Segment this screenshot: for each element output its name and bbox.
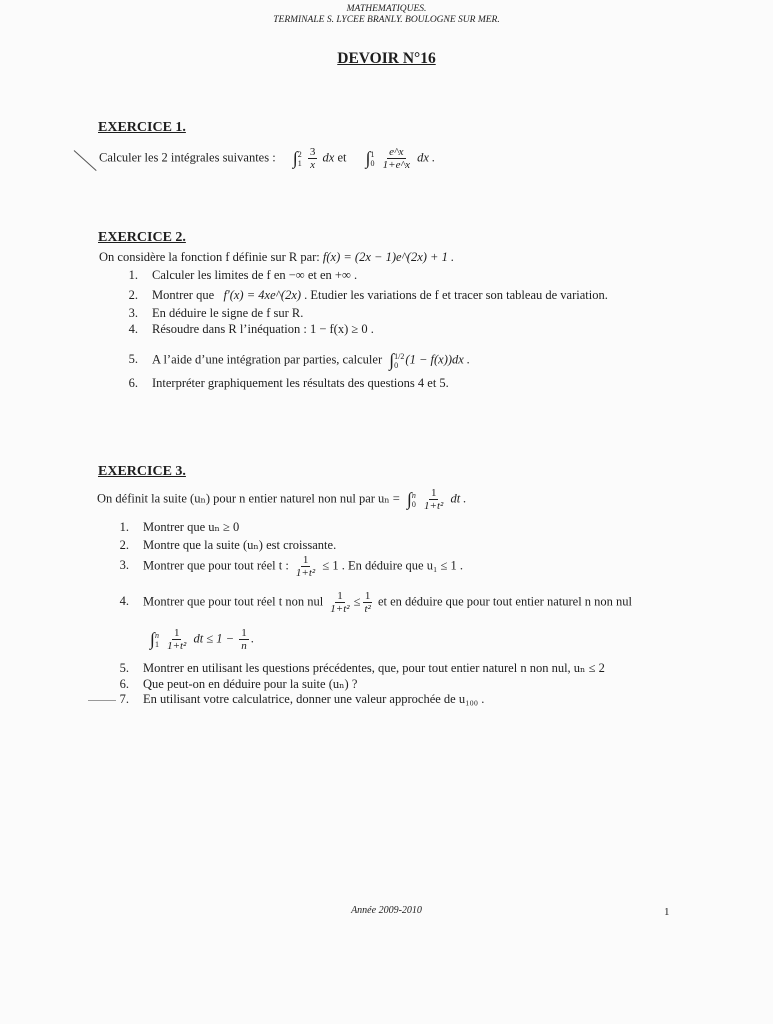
numerator: e^x bbox=[389, 146, 404, 158]
item-text: Calculer les limites de f en −∞ et en +∞ . bbox=[152, 268, 358, 282]
exercise-1-heading: EXERCICE 1. bbox=[98, 120, 186, 135]
item-number: 1. bbox=[119, 520, 129, 534]
denominator: 1+t² bbox=[330, 603, 350, 615]
item-text: et en déduire que pour tout entier naturel n non nul bbox=[377, 594, 633, 609]
pen-mark bbox=[88, 700, 116, 701]
numerator: 3 bbox=[309, 146, 316, 158]
integral-sign: ∫ bbox=[389, 350, 395, 370]
list-item bbox=[103, 660, 605, 676]
item-text: En utilisant votre calculatrice, donner une valeur approchée de u₁₀₀ . bbox=[143, 692, 485, 706]
exercise-1-text bbox=[99, 146, 435, 171]
item-text: Montre que la suite (uₙ) est croissante. bbox=[143, 538, 337, 552]
item-number: 4. bbox=[119, 594, 129, 609]
numerator: 1 bbox=[241, 627, 247, 639]
instruction: Calculer les 2 intégrales suivantes : bbox=[99, 150, 276, 165]
list-item bbox=[103, 692, 484, 707]
denominator: 1+e^x bbox=[382, 159, 410, 171]
denominator: t² bbox=[364, 603, 371, 615]
item-text: ≤ 1 . En déduire que u₁ ≤ 1 . bbox=[322, 558, 463, 573]
period: . bbox=[250, 631, 254, 646]
item-number: 6. bbox=[119, 677, 129, 691]
denominator: 1+t² bbox=[424, 500, 444, 512]
exercise-2-heading: EXERCICE 2. bbox=[98, 230, 186, 245]
footer-year: Année 2009-2010 bbox=[351, 905, 422, 916]
list-item bbox=[112, 322, 374, 337]
denominator: 1+t² bbox=[295, 567, 316, 579]
list-item bbox=[103, 590, 632, 615]
item-text: Que peut-on en déduire pour la suite (uₙ) ? bbox=[143, 677, 358, 691]
lower-bound: 1 bbox=[297, 158, 302, 168]
item-number: 3. bbox=[119, 558, 129, 573]
denominator: x bbox=[310, 159, 316, 171]
item-text: Interpréter graphiquement les résultats des questions 4 et 5. bbox=[152, 376, 449, 390]
item-number: 7. bbox=[119, 692, 129, 706]
item-text: En déduire le signe de f sur R. bbox=[152, 306, 304, 320]
integral-sign: ∫ bbox=[150, 629, 155, 649]
header-school: TERMINALE S. LYCEE BRANLY. BOULOGNE SUR MER. bbox=[273, 15, 500, 25]
integral-sign: ∫ bbox=[292, 148, 298, 168]
list-item bbox=[103, 554, 463, 579]
list-item bbox=[112, 288, 608, 303]
item-number: 6. bbox=[128, 376, 138, 390]
dx: dx . bbox=[417, 150, 436, 165]
exercise-3-intro bbox=[97, 487, 466, 512]
upper-bound: n bbox=[154, 630, 159, 640]
numerator: 1 bbox=[173, 627, 180, 639]
item-text: Montrer que pour tout réel t non nul bbox=[143, 594, 324, 609]
item-text: Résoudre dans R l’inéquation : 1 − f(x) ≥ 0 . bbox=[152, 322, 374, 336]
numerator: 1 bbox=[337, 590, 343, 602]
upper-bound: n bbox=[411, 490, 416, 500]
inequality-text: dt ≤ 1 − bbox=[193, 631, 235, 646]
list-item bbox=[112, 268, 357, 283]
intro-text: On considère la fonction f définie sur R par: bbox=[99, 250, 320, 264]
intro-text: On définit la suite (uₙ) pour n entier naturel non nul par uₙ = bbox=[97, 491, 400, 506]
lower-bound: 0 bbox=[411, 499, 416, 509]
list-item bbox=[103, 519, 239, 535]
operator: ≤ bbox=[353, 594, 361, 609]
item-number: 2. bbox=[128, 288, 138, 302]
item-text: Montrer que bbox=[152, 288, 215, 302]
integrand: (1 − f(x))dx . bbox=[405, 352, 471, 367]
lower-bound: 0 bbox=[394, 360, 399, 370]
upper-bound: 2 bbox=[297, 149, 302, 159]
item-number: 5. bbox=[119, 661, 129, 675]
numerator: 1 bbox=[364, 590, 371, 602]
page-number: 1 bbox=[664, 906, 670, 918]
inequality-line bbox=[146, 627, 254, 652]
list-item bbox=[103, 676, 357, 692]
denominator: 1+t² bbox=[167, 640, 187, 652]
function-formula: f(x) = (2x − 1)e^(2x) + 1 . bbox=[322, 250, 455, 264]
item-text: Montrer que pour tout réel t : bbox=[143, 558, 289, 573]
item-number: 3. bbox=[128, 306, 138, 320]
item-number: 4. bbox=[128, 322, 138, 336]
list-item bbox=[112, 376, 449, 391]
item-text: Montrer en utilisant les questions précédentes, que, pour tout entier naturel n non nul, uₙ ≤ 2 bbox=[143, 661, 605, 675]
numerator: 1 bbox=[302, 554, 309, 566]
derivative-formula: f′(x) = 4xe^(2x) bbox=[223, 288, 302, 302]
item-text: . Etudier les variations de f et tracer son tableau de variation. bbox=[304, 288, 608, 302]
item-number: 2. bbox=[119, 538, 129, 552]
pen-mark bbox=[74, 150, 97, 171]
lower-bound: 1 bbox=[154, 639, 159, 649]
conjunction: et bbox=[337, 150, 347, 165]
exercise-2-intro bbox=[99, 250, 454, 265]
integral-sign: ∫ bbox=[365, 148, 371, 168]
integral-sign: ∫ bbox=[406, 489, 412, 509]
list-item bbox=[112, 306, 303, 321]
header-subject: MATHEMATIQUES. bbox=[346, 4, 427, 14]
lower-bound: 0 bbox=[370, 158, 375, 168]
item-text: A l’aide d’une intégration par parties, calculer bbox=[152, 352, 383, 367]
dx: dx bbox=[322, 150, 335, 165]
numerator: 1 bbox=[430, 487, 437, 499]
list-item bbox=[112, 350, 470, 371]
item-number: 5. bbox=[128, 352, 138, 367]
exercise-3-heading: EXERCICE 3. bbox=[98, 464, 186, 479]
upper-bound: 1/2 bbox=[394, 351, 405, 361]
item-number: 1. bbox=[128, 268, 138, 282]
list-item bbox=[103, 537, 336, 553]
page-title: DEVOIR N°16 bbox=[337, 50, 436, 67]
denominator: n bbox=[241, 640, 247, 652]
item-text: Montrer que uₙ ≥ 0 bbox=[143, 520, 240, 534]
upper-bound: 1 bbox=[370, 149, 375, 159]
dt: dt . bbox=[450, 491, 467, 506]
